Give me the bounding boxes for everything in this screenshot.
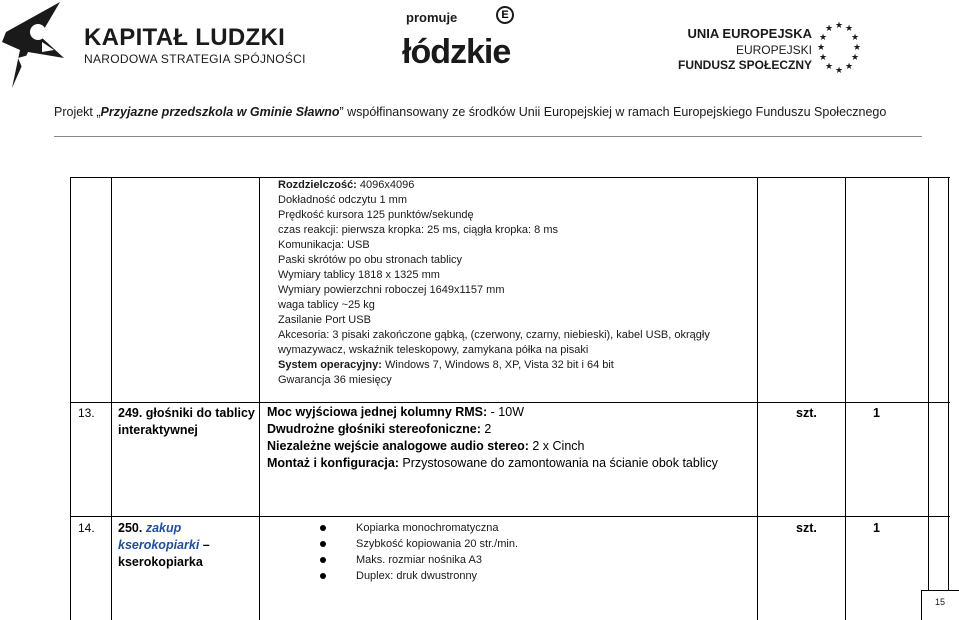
spec-line: Dokładność odczytu 1 mm bbox=[278, 194, 407, 206]
row-13-item-name: 249. głośniki do tablicy interaktywnej bbox=[118, 406, 255, 437]
row-13-unit: szt. bbox=[796, 406, 817, 420]
svg-text:★: ★ bbox=[817, 43, 826, 53]
promuje-e-mark: E bbox=[496, 6, 514, 24]
list-item: Duplex: druk dwustronny bbox=[320, 568, 750, 584]
project-line bbox=[54, 105, 886, 119]
page-number: 15 bbox=[935, 597, 946, 607]
spec-line: Paski skrótów po obu stronach tablicy bbox=[278, 254, 463, 266]
spec-line: Wymiary tablicy 1818 x 1325 mm bbox=[278, 269, 440, 281]
row-13-number: 13. bbox=[78, 406, 95, 420]
svg-text:★: ★ bbox=[845, 62, 854, 72]
spec-line: Wymiary powierzchni roboczej 1649x1157 mm bbox=[278, 284, 505, 296]
spec-line: System operacyjny: Windows 7, Windows 8, XP, Vista 32 bit i 64 bit bbox=[278, 359, 614, 371]
spec-line: waga tablicy ~25 kg bbox=[278, 299, 375, 311]
svg-text:★: ★ bbox=[851, 33, 860, 43]
ue-line-2: EUROPEJSKI bbox=[735, 43, 812, 57]
spec-line: Montaż i konfiguracja: Przystosowane do zamontowania na ścianie obok tablicy bbox=[267, 456, 718, 470]
row-14-specs-list bbox=[320, 520, 750, 584]
bullet-icon bbox=[320, 557, 326, 563]
lodzkie-label: łódzkie bbox=[402, 33, 511, 71]
spec-line: Prędkość kursora 125 punktów/sekundę bbox=[278, 209, 474, 221]
ue-line-3: FUNDUSZ SPOŁECZNY bbox=[677, 58, 812, 72]
bullet-icon bbox=[320, 525, 326, 531]
spec-line: Akcesoria: 3 pisaki zakończone gąbką, (czerwony, czarny, niebieski), kabel USB, okrągły bbox=[278, 329, 710, 341]
whiteboard-specs bbox=[278, 178, 748, 388]
row-14-number: 14. bbox=[78, 521, 95, 535]
row-14-quantity: 1 bbox=[873, 521, 880, 535]
project-name: Przyjazne przedszkola w Gminie Sławno bbox=[100, 105, 340, 119]
kapital-ludzki-emblem-icon bbox=[2, 2, 66, 88]
svg-text:★: ★ bbox=[835, 66, 844, 76]
kapital-ludzki-logo bbox=[2, 0, 306, 92]
list-item: Maks. rozmiar nośnika A3 bbox=[320, 552, 750, 568]
project-prefix: Projekt „ bbox=[54, 105, 101, 119]
eu-stars-flag-icon bbox=[814, 18, 860, 76]
bullet-icon bbox=[320, 541, 326, 547]
spec-line: Rozdzielczość: 4096x4096 bbox=[278, 179, 415, 191]
bullet-icon bbox=[320, 573, 326, 579]
spec-line: Niezależne wejście analogowe audio stereo: 2 x Cinch bbox=[267, 439, 585, 453]
svg-text:★: ★ bbox=[819, 33, 828, 43]
row-14-unit: szt. bbox=[796, 521, 817, 535]
svg-text:★: ★ bbox=[845, 24, 854, 34]
kapital-ludzki-title: KAPITAŁ LUDZKI bbox=[84, 24, 286, 51]
list-item: Szybkość kopiowania 20 str./min. bbox=[320, 536, 750, 552]
svg-text:★: ★ bbox=[851, 53, 860, 63]
svg-text:★: ★ bbox=[825, 62, 834, 72]
project-suffix: ” współfinansowany ze środków Unii Europejskiej w ramach Europejskiego Funduszu Społecznego bbox=[339, 105, 887, 119]
spec-line: Moc wyjściowa jednej kolumny RMS: - 10W bbox=[267, 405, 524, 419]
row-13-quantity: 1 bbox=[873, 406, 880, 420]
svg-text:★: ★ bbox=[853, 43, 862, 53]
promuje-label: promuje bbox=[406, 10, 458, 25]
spec-line: Zasilanie Port USB bbox=[278, 314, 371, 326]
header-rule bbox=[54, 136, 922, 137]
spec-line: wymazywacz, wskaźnik teleskopowy, zamykana półka na pisaki bbox=[278, 344, 589, 356]
eu-esf-logo bbox=[660, 18, 950, 78]
spec-line: Dwudrożne głośniki stereofoniczne: 2 bbox=[267, 422, 492, 436]
svg-text:★: ★ bbox=[825, 24, 834, 34]
promuje-lodzkie-logo bbox=[400, 6, 520, 78]
list-item: Kopiarka monochromatyczna bbox=[320, 520, 750, 536]
svg-text:★: ★ bbox=[835, 21, 844, 31]
spec-line: Gwarancja 36 miesięcy bbox=[278, 374, 392, 386]
kapital-ludzki-subtitle: NARODOWA STRATEGIA SPÓJNOŚCI bbox=[84, 52, 306, 66]
ue-line-1: UNIA EUROPEJSKA bbox=[687, 26, 812, 41]
spec-line: czas reakcji: pierwsza kropka: 25 ms, ciągła kropka: 8 ms bbox=[278, 224, 558, 236]
row-14-item-name: 250. zakup kserokopiarki – kserokopiarka bbox=[118, 521, 210, 569]
svg-text:★: ★ bbox=[819, 53, 828, 63]
row-13-specs bbox=[267, 404, 757, 472]
spec-line: Komunikacja: USB bbox=[278, 239, 370, 251]
